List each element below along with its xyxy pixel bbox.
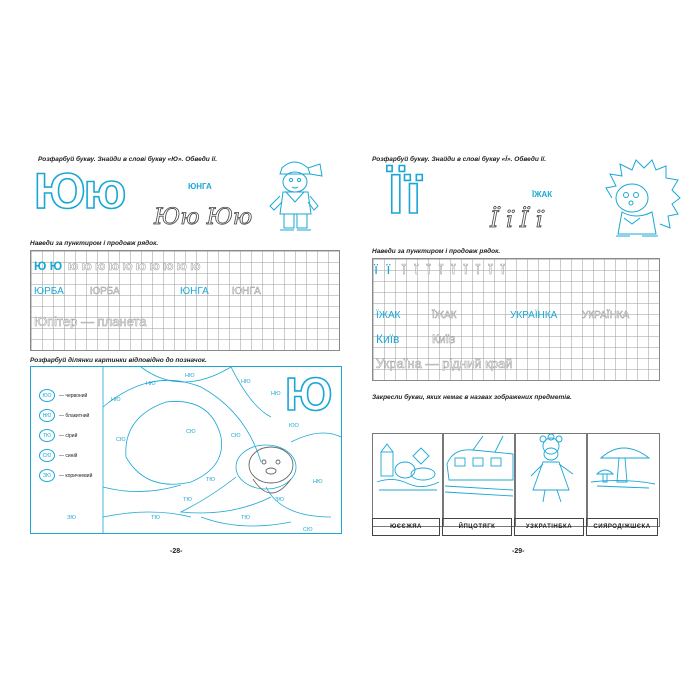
right-row2-dotted: ЇЖАК: [432, 310, 457, 321]
legend-syllable: СЮ: [39, 449, 55, 462]
legend-color-name: — червоний: [59, 392, 88, 399]
right-row2-dotted-2: УКРАЇНКА: [582, 310, 630, 321]
word-yunga: ЮНГА: [188, 182, 212, 191]
region-label: ТЮ: [151, 515, 160, 521]
legend-color-name: — коричневий: [59, 472, 93, 479]
legend-color-name: — синій: [59, 452, 78, 459]
picture-big-letter: Ю: [285, 368, 333, 420]
region-label: СЮ: [186, 429, 196, 435]
region-label: НЮ: [271, 391, 281, 397]
right-row3-dotted: Київ: [432, 332, 456, 346]
script-sample-yi: Ї ї Ї ї: [490, 208, 543, 233]
left-row1-solid: Ю Ю: [34, 259, 63, 273]
right-page: [372, 140, 682, 570]
region-label: СЮ: [231, 433, 241, 439]
region-label: НЮ: [185, 373, 195, 379]
letter-set-cell[interactable]: СИЯРОДІЖШЄКА: [586, 518, 658, 536]
left-row2-solid: ЮРБА: [34, 286, 64, 297]
region-label: ЗЮ: [67, 515, 76, 521]
region-label: ЮО: [289, 423, 299, 429]
legend-color-name: — блакитний: [59, 412, 90, 419]
right-row2-solid-2: УКРАЇНКА: [510, 310, 558, 321]
train-icon: [443, 434, 515, 504]
left-row2-dotted: ЮРБА: [90, 286, 120, 297]
region-label: СЮ: [116, 437, 126, 443]
region-label: ЗЮ: [275, 497, 284, 503]
left-instruction-1: Розфарбуй букву. Знайди в слові букву «Ю». Обведи її.: [38, 156, 218, 163]
word-yizhak: ЇЖАК: [532, 190, 553, 199]
legend-syllable: ТЮ: [39, 429, 55, 442]
right-instruction-1: Розфарбуй букву. Знайди в слові букву «Ї». Обведи її.: [372, 156, 547, 163]
left-page: [30, 140, 340, 570]
region-label: ТЮ: [241, 515, 250, 521]
script-sample-yu: Юю Юю: [154, 205, 253, 230]
left-instruction-2: Наведи за пунктиром і продовж рядок.: [30, 240, 159, 247]
region-label: ТЮ: [183, 497, 192, 503]
ukrainian-girl-icon: [515, 434, 587, 504]
legend-syllable: ЗЮ: [39, 469, 55, 482]
left-row2-dotted-2: ЮНГА: [232, 286, 261, 297]
legend-color-name: — сірий: [59, 432, 78, 439]
picture-box-mushrooms: [586, 433, 660, 527]
legend-syllable: НЮ: [39, 409, 55, 422]
right-row3-solid: Київ: [376, 332, 400, 346]
legend-item: [39, 429, 77, 442]
right-row1-dotted: ї ї ї ї ї ї ї ї ї: [402, 261, 507, 278]
letter-set-cell[interactable]: ЙПЦОТЯГК: [442, 518, 512, 536]
right-row4-dotted: Україна — рідний край: [376, 356, 513, 371]
region-label: НЮ: [111, 397, 121, 403]
left-row2-solid-2: ЮНГА: [180, 286, 209, 297]
right-page-number: -29-: [512, 548, 525, 555]
legend-item: [39, 389, 87, 402]
big-letter-yu: Юю: [34, 163, 125, 219]
picture-box-girl: [514, 433, 588, 527]
left-row3-dotted: Юпітер — планета: [34, 314, 147, 329]
picture-box-train: [442, 433, 516, 527]
mushrooms-icon: [587, 434, 659, 504]
right-instruction-2: Наведи за пунктиром і продовж рядок.: [372, 248, 501, 255]
coloring-picture: [30, 366, 342, 534]
left-row1-dotted: ю ю ю ю ю ю ю ю ю ю: [68, 259, 201, 273]
right-row1-solid: ї ї: [374, 261, 393, 278]
legend-item: [39, 449, 77, 462]
legend-syllable: ЮО: [39, 389, 55, 402]
left-page-number: -28-: [170, 548, 183, 555]
right-row2-solid: ЇЖАК: [376, 310, 401, 321]
right-instruction-3: Закресли букви, яких немає в назвах зображених предметів.: [372, 394, 572, 401]
region-label: ТЮ: [206, 477, 215, 483]
left-instruction-3: Розфарбуй ділянки картинки відповідно до позначок.: [30, 357, 207, 364]
hedgehog-illustration: [602, 158, 682, 244]
legend-item: [39, 409, 89, 422]
legend-item: [39, 469, 92, 482]
region-label: НЮ: [146, 381, 156, 387]
letter-set-cell[interactable]: ЮЄЄЖЯА: [372, 518, 440, 536]
sailor-boy-illustration: [264, 154, 326, 234]
region-label: СЮ: [303, 527, 313, 533]
vegetables-icon: [373, 434, 443, 504]
picture-box-vegetables: [372, 433, 444, 527]
letter-set-cell[interactable]: УЗКРАТІНБКА: [514, 518, 584, 536]
region-label: НЮ: [241, 379, 251, 385]
big-letter-yi: Її: [388, 162, 424, 225]
region-label: НЮ: [313, 479, 323, 485]
